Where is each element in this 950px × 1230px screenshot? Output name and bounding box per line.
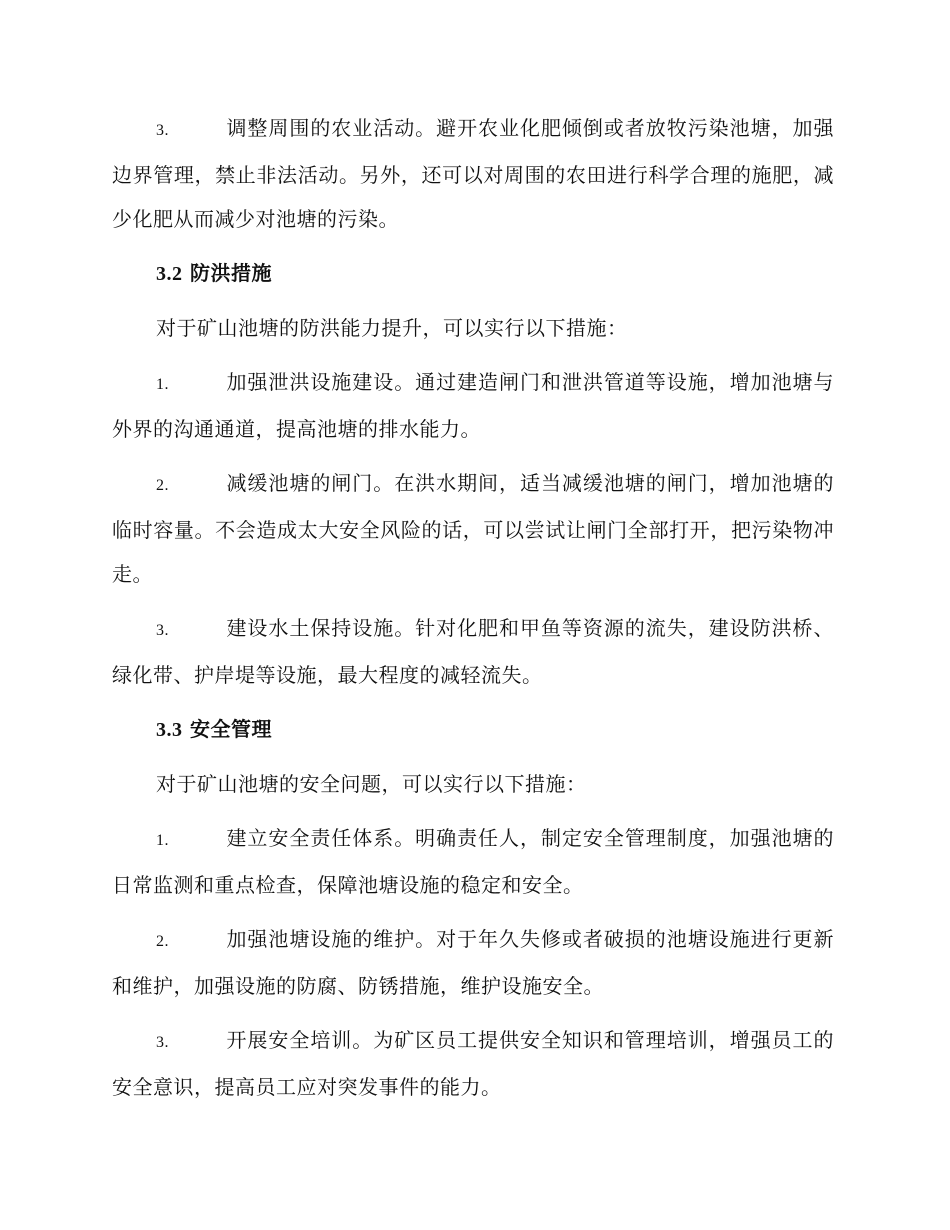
list-text: 减缓池塘的闸门。在洪水期间，适当减缓池塘的闸门，增加池塘的临时容量。不会造成太大安全风险的话，可以尝试让闸门全部打开，把污染物冲走。 [112,471,834,586]
section-intro: 对于矿山池塘的防洪能力提升，可以实行以下措施： [156,316,628,340]
section-title: 安全管理 [189,717,272,741]
list-number: 2. [156,933,169,950]
list-number: 3. [156,1034,169,1051]
list-text: 建立安全责任体系。明确责任人，制定安全管理制度，加强池塘的日常监测和重点检查，保障池塘设施的稳定和安全。 [112,826,834,897]
list-item [112,917,834,1008]
document-body [112,106,834,1119]
list-text: 加强池塘设施的维护。对于年久失修或者破损的池塘设施进行更新和维护，加强设施的防腐、防锈措施，维护设施安全。 [112,927,834,998]
list-text: 开展安全培训。为矿区员工提供安全知识和管理培训，增强员工的安全意识，提高员工应对突发事件的能力。 [112,1028,834,1099]
list-item [112,816,834,907]
section-heading [156,707,834,752]
list-number: 1. [156,832,169,849]
list-item [112,106,834,241]
list-item [112,461,834,596]
list-item [112,606,834,697]
list-text: 调整周围的农业活动。避开农业化肥倾倒或者放牧污染池塘，加强边界管理，禁止非法活动。另外，还可以对周围的农田进行科学合理的施肥，减少化肥从而减少对池塘的污染。 [112,116,834,231]
section-title: 防洪措施 [189,261,272,285]
list-number: 3. [156,622,169,639]
section-heading [156,251,834,296]
list-text: 建设水土保持设施。针对化肥和甲鱼等资源的流失，建设防洪桥、绿化带、护岸堤等设施，最大程度的减轻流失。 [112,616,834,687]
list-text: 加强泄洪设施建设。通过建造闸门和泄洪管道等设施，增加池塘与外界的沟通通道，提高池塘的排水能力。 [112,370,834,441]
list-number: 2. [156,477,169,494]
list-number: 1. [156,376,169,393]
list-item [112,1018,834,1109]
section-number: 3.3 [156,719,183,741]
list-item [112,360,834,451]
list-number: 3. [156,122,169,139]
section-number: 3.2 [156,263,183,285]
section-intro: 对于矿山池塘的安全问题，可以实行以下措施： [156,772,587,796]
